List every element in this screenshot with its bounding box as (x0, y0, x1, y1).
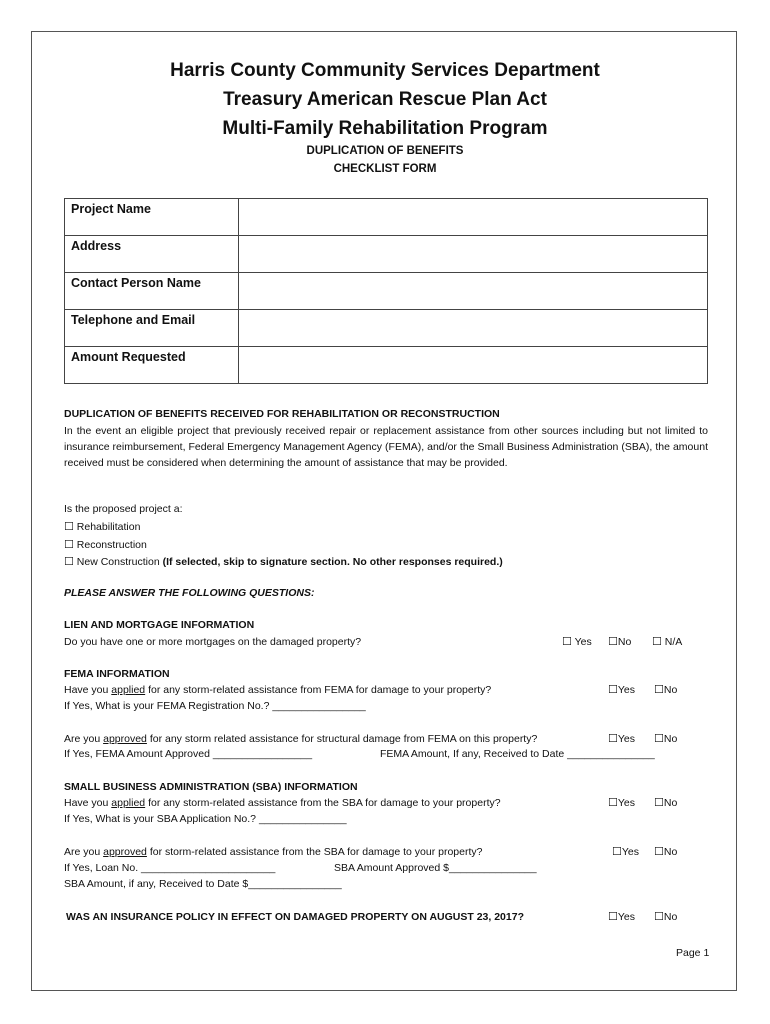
sba-heading: SMALL BUSINESS ADMINISTRATION (SBA) INFORMATION (64, 781, 358, 793)
option-rehabilitation[interactable] (64, 520, 140, 533)
checkbox-icon[interactable]: ☐ (608, 684, 618, 696)
checkbox-icon[interactable]: ☐ (654, 846, 664, 858)
form-page (31, 31, 737, 991)
fema-approved-yes[interactable] (608, 732, 635, 745)
form-subtitle-2: CHECKLIST FORM (333, 163, 437, 175)
option-label: Yes (574, 636, 592, 648)
amount-requested-label: Amount Requested (65, 347, 239, 384)
sba-applied-no[interactable] (654, 796, 677, 809)
option-new-construction[interactable] (64, 555, 503, 568)
option-label: Yes (617, 733, 636, 745)
checkbox-icon[interactable]: ☐ (608, 797, 618, 809)
address-label: Address (65, 236, 239, 273)
sba-amount-received-line[interactable]: SBA Amount, if any, Received to Date $________________ (64, 878, 342, 890)
checkbox-icon[interactable]: ☐ (654, 684, 664, 696)
sba-amount-approved-line[interactable]: SBA Amount Approved $_______________ (334, 862, 537, 874)
table-row (65, 199, 708, 236)
option-reconstruction[interactable] (64, 538, 147, 551)
emphasis-text: applied (111, 684, 146, 696)
sba-approved-question (64, 846, 482, 858)
table-row (65, 310, 708, 347)
lien-question: Do you have one or more mortgages on the damaged property? (64, 636, 362, 648)
sba-application-line[interactable]: If Yes, What is your SBA Application No.? _______________ (64, 813, 347, 825)
option-label: Yes (617, 684, 636, 696)
sba-approved-yes[interactable] (612, 845, 639, 858)
question-text: Are you (64, 846, 104, 858)
address-field[interactable] (239, 236, 708, 273)
option-label: No (617, 636, 632, 648)
telephone-email-label: Telephone and Email (65, 310, 239, 347)
option-label: N/A (664, 636, 683, 648)
program-title: Multi-Family Rehabilitation Program (222, 118, 548, 139)
table-row (65, 347, 708, 384)
question-text: for any storm-related assistance from the SBA for damage to your property? (145, 797, 501, 809)
option-label: No (663, 911, 678, 923)
option-label: No (663, 797, 678, 809)
option-label: Reconstruction (76, 539, 147, 551)
checkbox-icon[interactable]: ☐ (608, 911, 618, 923)
program-act-title: Treasury American Rescue Plan Act (223, 89, 547, 110)
checkbox-icon[interactable]: ☐ (654, 733, 664, 745)
option-label: No (663, 846, 678, 858)
page-number: Page 1 (676, 947, 710, 959)
question-text: Are you (64, 733, 104, 745)
table-row (65, 273, 708, 310)
table-row (65, 236, 708, 273)
checkbox-icon[interactable]: ☐ (64, 521, 74, 533)
question-text: for storm-related assistance from the SBA for damage to your property? (146, 846, 483, 858)
checkbox-icon[interactable]: ☐ (654, 911, 664, 923)
checkbox-icon[interactable]: ☐ (654, 797, 664, 809)
fema-amount-received-line[interactable]: FEMA Amount, If any, Received to Date _______________ (380, 748, 655, 760)
emphasis-text: applied (111, 797, 146, 809)
fema-applied-no[interactable] (654, 683, 677, 696)
fema-applied-yes[interactable] (608, 683, 635, 696)
fema-applied-question (64, 684, 491, 696)
option-label: Yes (617, 911, 636, 923)
question-text: Have you (64, 684, 112, 696)
emphasis-text: approved (103, 846, 147, 858)
option-label: New Construction (76, 556, 160, 568)
dob-heading: DUPLICATION OF BENEFITS RECEIVED FOR REHABILITATION OR RECONSTRUCTION (64, 408, 500, 420)
option-label: No (663, 684, 678, 696)
emphasis-text: approved (103, 733, 147, 745)
lien-heading: LIEN AND MORTGAGE INFORMATION (64, 619, 255, 631)
checkbox-icon[interactable]: ☐ (612, 846, 622, 858)
option-label: Rehabilitation (76, 521, 141, 533)
lien-na[interactable] (652, 635, 682, 648)
project-info-table (64, 198, 708, 384)
project-type-question: Is the proposed project a: (64, 503, 183, 515)
insurance-no[interactable] (654, 910, 677, 923)
fema-approved-question (64, 733, 537, 745)
project-name-label: Project Name (65, 199, 239, 236)
amount-requested-field[interactable] (239, 347, 708, 384)
sba-approved-no[interactable] (654, 845, 677, 858)
option-label: Yes (621, 846, 640, 858)
fema-registration-line[interactable]: If Yes, What is your FEMA Registration No.? ________________ (64, 700, 366, 712)
sba-applied-question (64, 797, 501, 809)
new-construction-note: (If selected, skip to signature section. No other responses required.) (162, 556, 503, 568)
checkbox-icon[interactable]: ☐ (64, 556, 74, 568)
question-text: Have you (64, 797, 112, 809)
insurance-question: WAS AN INSURANCE POLICY IN EFFECT ON DAMAGED PROPERTY ON AUGUST 23, 2017? (66, 911, 524, 923)
question-text: for any storm related assistance for structural damage from FEMA on this property? (146, 733, 538, 745)
checkbox-icon[interactable]: ☐ (608, 636, 618, 648)
question-text: for any storm-related assistance from FEMA for damage to your property? (145, 684, 492, 696)
sba-applied-yes[interactable] (608, 796, 635, 809)
contact-person-field[interactable] (239, 273, 708, 310)
option-label: Yes (617, 797, 636, 809)
lien-no[interactable] (608, 635, 631, 648)
org-title: Harris County Community Services Department (170, 60, 600, 81)
checkbox-icon[interactable]: ☐ (64, 539, 74, 551)
fema-amount-approved-line[interactable]: If Yes, FEMA Amount Approved _________________ (64, 748, 313, 760)
telephone-email-field[interactable] (239, 310, 708, 347)
fema-approved-no[interactable] (654, 732, 677, 745)
checkbox-icon[interactable]: ☐ (562, 636, 572, 648)
lien-yes[interactable] (562, 635, 592, 648)
form-subtitle-1: DUPLICATION OF BENEFITS (306, 145, 464, 157)
insurance-yes[interactable] (608, 910, 635, 923)
dob-body: In the event an eligible project that previously received repair or replacement assistance from other sources including but not limited to insurance reimbursement, Federal Emergency Management Agency (FEMA), and/or the Small Business Administration (SBA), the amount received must be considered when determining the amount of assistance that may be provided. (64, 425, 708, 469)
option-label: No (663, 733, 678, 745)
fema-heading: FEMA INFORMATION (64, 668, 170, 680)
contact-person-label: Contact Person Name (65, 273, 239, 310)
checkbox-icon[interactable]: ☐ (652, 636, 662, 648)
project-name-field[interactable] (239, 199, 708, 236)
checkbox-icon[interactable]: ☐ (608, 733, 618, 745)
sba-loan-number-line[interactable]: If Yes, Loan No. _______________________ (64, 862, 276, 874)
instructions-heading: PLEASE ANSWER THE FOLLOWING QUESTIONS: (64, 587, 315, 599)
